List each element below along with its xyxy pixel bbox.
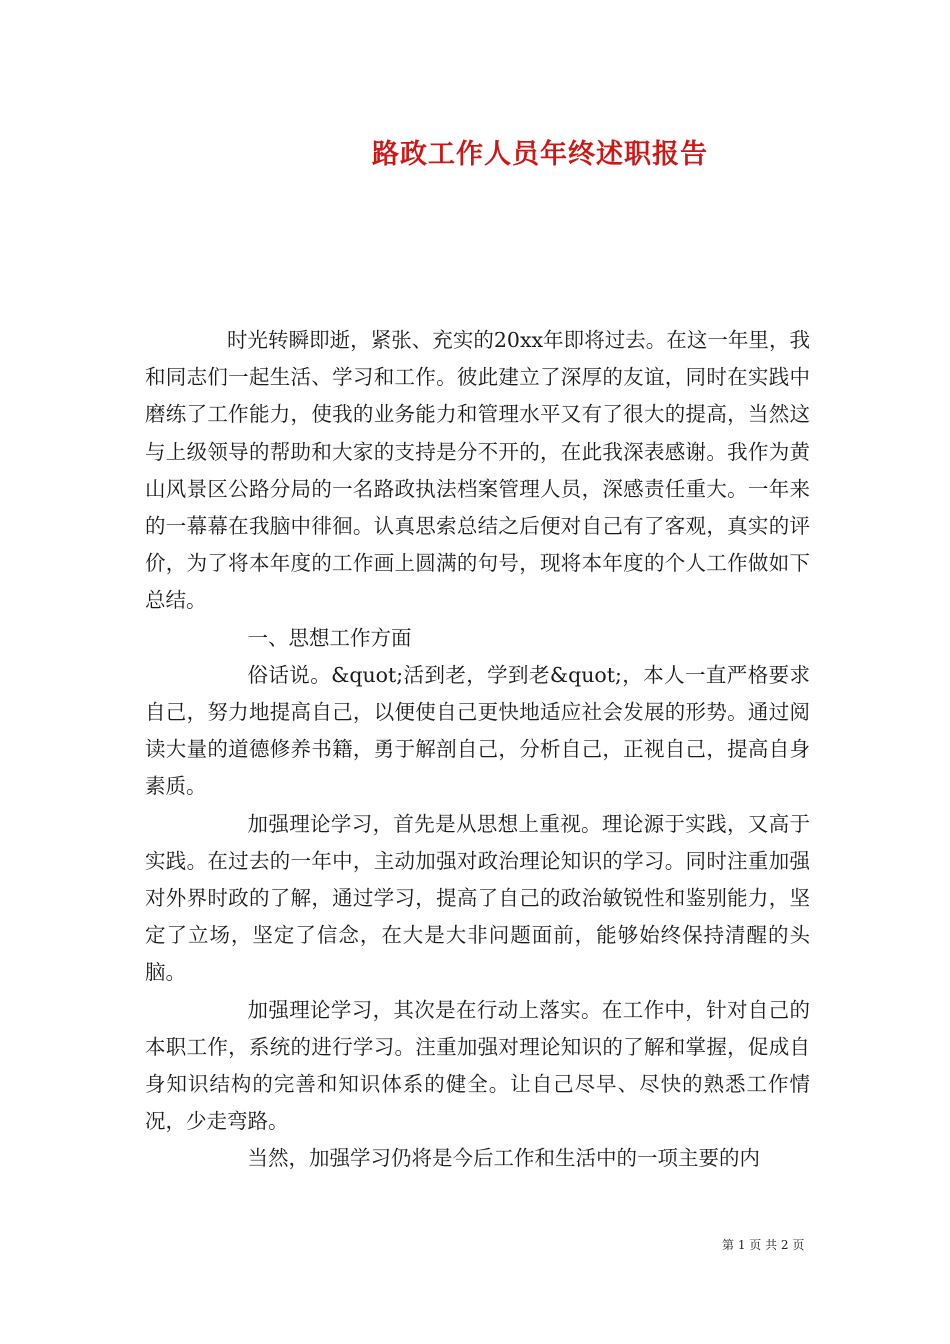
paragraph: 俗话说。&quot;活到老，学到老&quot;，本人一直严格要求自己，努力地提高自己，以便使自己更快地适应社会发展的形势。通过阅读大量的道德修养书籍，勇于解剖自己，分析自己，正视自己，提高自身素质。 xyxy=(145,662,810,799)
paragraph-intro: 时光转瞬即逝，紧张、充实的20xx年即将过去。在这一年里，我和同志们一起生活、学习和工作。彼此建立了深厚的友谊，同时在实践中磨练了工作能力，使我的业务能力和管理水平又有了很大的提高，当然这与上级领导的帮助和大家的支持是分不开的，在此我深表感谢。我作为黄山风景区公路分局的一名路政执法档案管理人员，深感责任重大。一年来的一幕幕在我脑中徘徊。认真思索总结之后便对自己有了客观，真实的评价，为了将本年度的工作画上圆满的句号，现将本年度的个人工作做如下总结。 xyxy=(145,328,810,613)
section-heading: 一、思想工作方面 xyxy=(247,625,412,650)
paragraph: 加强理论学习，其次是在行动上落实。在工作中，针对自己的本职工作，系统的进行学习。注重加强对理论知识的了解和掌握，促成自身知识结构的完善和知识体系的健全。让自己尽早、尽快的熟悉工作情况，少走弯路。 xyxy=(145,997,810,1134)
document-body xyxy=(145,322,810,1178)
paragraph: 加强理论学习，首先是从思想上重视。理论源于实践，又高于实践。在过去的一年中，主动加强对政治理论知识的学习。同时注重加强对外界时政的了解，通过学习，提高了自己的政治敏锐性和鉴别能力，坚定了立场，坚定了信念，在大是大非问题面前，能够始终保持清醒的头脑。 xyxy=(145,811,810,985)
page-number-footer: 第 1 页 共 2 页 xyxy=(722,1238,805,1252)
paragraph: 当然，加强学习仍将是今后工作和生活中的一项主要的内 xyxy=(247,1146,760,1171)
document-title: 路政工作人员年终述职报告 xyxy=(372,139,708,170)
